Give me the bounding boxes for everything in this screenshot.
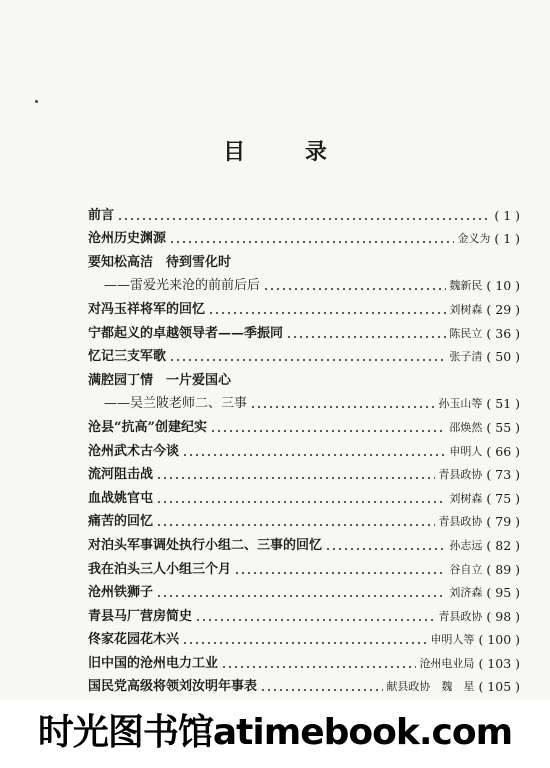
toc-entry-title: 国民党高级将领刘汝明年事表	[88, 679, 258, 695]
toc-entry	[88, 200, 520, 224]
dot-leader	[156, 501, 446, 503]
toc-entry-author: 申明人等	[430, 633, 475, 647]
toc-entry	[88, 507, 520, 531]
toc-entry-author: 刘树森	[449, 302, 483, 316]
toc-entry	[88, 672, 520, 696]
dot-leader	[221, 666, 416, 668]
toc-entry-author: 谷自立	[449, 562, 483, 576]
dot-leader	[156, 524, 435, 526]
toc-entry-title: 宁都起义的卓越领导者——季振同	[88, 325, 284, 341]
toc-entry-author: 张子清	[449, 350, 483, 364]
toc-entry	[88, 271, 520, 295]
toc-entry-author: 邵焕然	[449, 420, 483, 434]
toc-entry-page: ( 79 )	[486, 514, 520, 530]
toc-entry-author: 青县政协	[438, 468, 483, 482]
toc-entry-title: 痛苦的回忆	[88, 514, 154, 530]
toc-entry-page: ( 95 )	[486, 585, 520, 601]
toc-entry-page: ( 66 )	[486, 443, 520, 459]
dot-leader	[286, 336, 446, 338]
toc-entry-title: 沧县“抗高”创建纪实	[88, 419, 207, 435]
toc-entry-page: ( 36 )	[486, 325, 520, 341]
toc-entry-page: ( 75 )	[486, 490, 520, 506]
toc-entry	[88, 224, 520, 248]
toc-entry	[88, 530, 520, 554]
toc-entry	[88, 294, 520, 318]
toc-entry	[88, 436, 520, 460]
toc-entry	[88, 601, 520, 625]
toc-entry-title: 忆记三支军歌	[88, 349, 167, 365]
toc-entry-page: ( 10 )	[486, 278, 520, 294]
dot-leader	[182, 454, 446, 456]
dot-leader	[169, 359, 446, 361]
toc-entry-page: ( 55 )	[486, 419, 520, 435]
dot-leader	[250, 406, 435, 408]
dot-leader	[263, 288, 446, 290]
toc-entry-author: 孙玉山等	[438, 397, 483, 411]
toc-entry-page: ( 1 )	[494, 207, 520, 223]
toc-entry-author: 申明人	[449, 444, 483, 458]
toc-entry-author: 献县政协 魏 星	[386, 680, 475, 694]
dot-leader	[169, 241, 454, 243]
toc-entry-author: 魏新民	[449, 279, 483, 293]
table-of-contents	[88, 200, 520, 695]
toc-entry-title: 佟家花园花木兴	[88, 632, 180, 648]
toc-entry-page: ( 100 )	[478, 632, 520, 648]
toc-entry-title: 满腔园丁情 一片爱国心	[88, 372, 232, 388]
toc-entry-page: ( 51 )	[486, 396, 520, 412]
toc-entry-page: ( 103 )	[478, 655, 520, 671]
toc-entry	[88, 578, 520, 602]
toc-entry-title: 沧州铁狮子	[88, 585, 154, 601]
toc-entry	[88, 648, 520, 672]
dot-leader	[195, 619, 435, 621]
toc-entry-page: ( 73 )	[486, 467, 520, 483]
toc-entry-page: ( 50 )	[486, 349, 520, 365]
toc-entry-author: 青县政协	[438, 609, 483, 623]
dot-leader	[208, 312, 446, 314]
toc-entry	[88, 554, 520, 578]
toc-entry-title: 青县马厂营房简史	[88, 608, 193, 624]
toc-entry-author: 陈民立	[449, 326, 483, 340]
toc-entry-author: 刘树森	[449, 491, 483, 505]
toc-entry-page: ( 105 )	[478, 679, 520, 695]
toc-entry	[88, 342, 520, 366]
toc-entry-title: 对泊头军事调处执行小组二、三事的回忆	[88, 537, 323, 553]
toc-entry-title: 沧州历史渊源	[88, 231, 167, 247]
dot-leader	[117, 218, 487, 220]
toc-entry-title: ——吴兰陂老师二、三事	[104, 396, 248, 412]
dot-leader	[156, 595, 446, 597]
toc-entry	[88, 365, 520, 389]
toc-entry-title: 对冯玉祥将军的回忆	[88, 301, 206, 317]
toc-entry-title: 血战姚官屯	[88, 490, 154, 506]
page-title: 目 录	[223, 139, 353, 165]
toc-entry-author: 刘济森	[449, 586, 483, 600]
toc-entry	[88, 625, 520, 649]
toc-entry-title: ——雷爱光来沧的前前后后	[104, 278, 261, 294]
toc-entry-title: 流河阻击战	[88, 467, 154, 483]
toc-entry-page: ( 1 )	[494, 231, 520, 247]
dot-leader	[234, 572, 446, 574]
toc-entry	[88, 412, 520, 436]
toc-entry	[88, 247, 520, 271]
toc-entry	[88, 389, 520, 413]
toc-entry	[88, 460, 520, 484]
dot-leader	[210, 430, 446, 432]
toc-entry-page: ( 29 )	[486, 301, 520, 317]
scan-speck	[35, 100, 38, 103]
watermark-text: 时光图书馆atimebook.com	[37, 712, 513, 753]
toc-entry-title: 要知松高洁 待到雪化时	[88, 254, 232, 270]
dot-leader	[325, 548, 446, 550]
toc-entry-title: 前言	[88, 207, 115, 223]
toc-entry-author: 孙志远	[449, 538, 483, 552]
toc-entry-author: 沧州电业局	[419, 656, 475, 670]
toc-entry	[88, 318, 520, 342]
toc-entry-page: ( 82 )	[486, 537, 520, 553]
dot-leader	[156, 477, 435, 479]
toc-entry-title: 沧州武术古今谈	[88, 443, 180, 459]
toc-entry-author: 金义为	[457, 232, 491, 246]
toc-entry-author: 青县政协	[438, 515, 483, 529]
toc-entry-page: ( 89 )	[486, 561, 520, 577]
toc-entry	[88, 483, 520, 507]
dot-leader	[182, 642, 427, 644]
toc-entry-title: 旧中国的沧州电力工业	[88, 655, 219, 671]
toc-entry-page: ( 98 )	[486, 608, 520, 624]
toc-entry-title: 我在泊头三人小组三个月	[88, 561, 232, 577]
dot-leader	[260, 689, 383, 691]
